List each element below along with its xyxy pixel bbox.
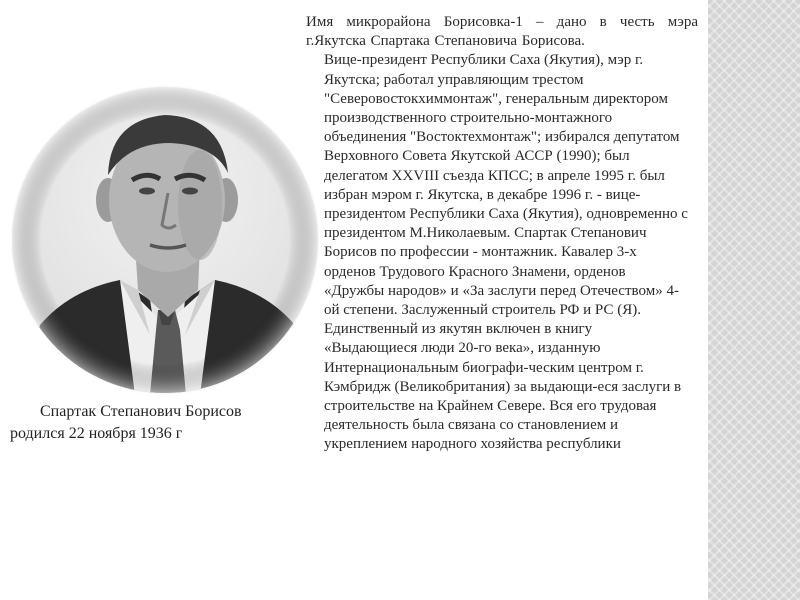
decorative-stripe	[708, 0, 800, 600]
portrait-photo	[10, 85, 320, 395]
caption-name: Спартак Степанович Борисов	[40, 403, 242, 420]
portrait-caption	[10, 401, 310, 445]
caption-birthdate: родился 22 ноября 1936 г	[10, 425, 183, 442]
bio-lead: Имя микрорайона Борисовка-1 – дано в честь мэра г.Якутска Спартака Степановича Борисова.	[306, 14, 698, 50]
biography-text	[306, 13, 698, 455]
bio-body: Вице-президент Республики Саха (Якутия), мэр г. Якутска; работал управляющим трестом "Северовостокхиммонтаж", генеральным директором производственного строительно-монтажного объединения "Востоктехмонтаж"; избирался депутатом Верховного Совета Якутской АССР (1990); был делегатом XXVIII съезда КПСС; в апреле 1995 г. был избран мэром г. Якутска, в декабре 1996 г. - вице-президентом Республики Саха (Якутия), одновременно с президентом М.Николаевым. Спартак Степанович Борисов по профессии - монтажник. Кавалер 3-х орденов Трудового Красного Знамени, орденов «Дружбы народов» и «За заслуги перед Отечеством» 4-ой степени. Заслуженный строитель РФ и РС (Я). Единственный из якутян включен в книгу «Выдающиеся люди 20-го века», изданную Интернациональным биографи-ческим центром г. Кэмбридж (Великобритания) за выдающи-еся заслуги в строительстве на Крайнем Севере. Вся его трудовая деятельность была связана со становлением и укреплением народного хозяйства республики	[324, 52, 688, 453]
